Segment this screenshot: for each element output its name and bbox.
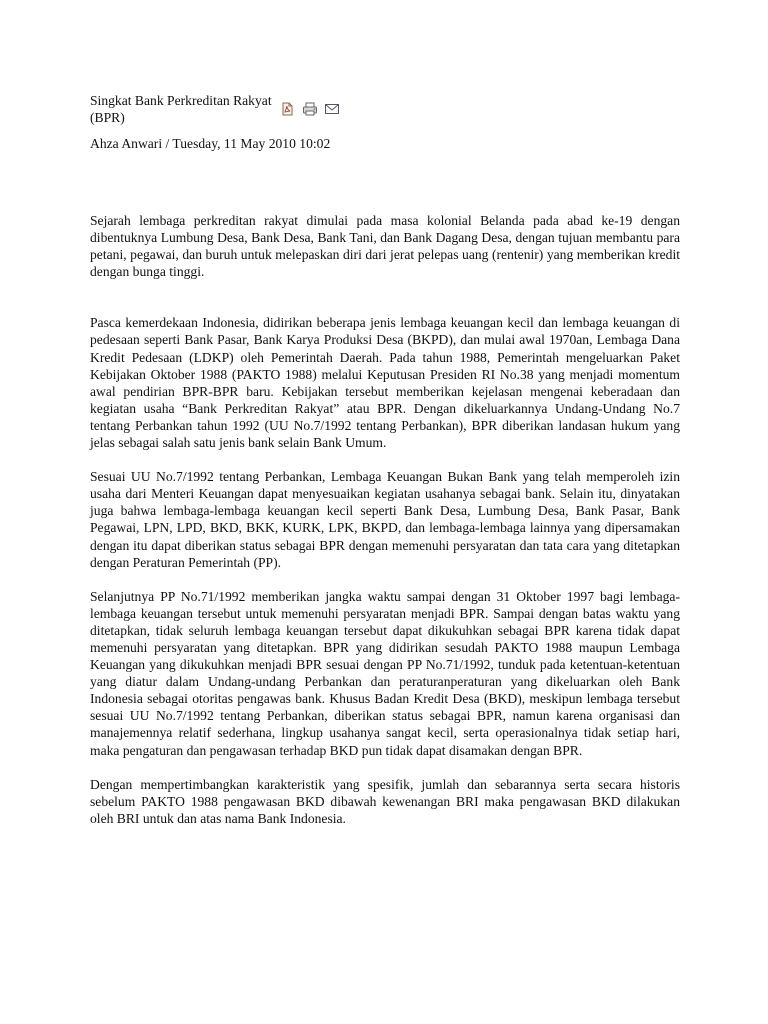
article-header: [90, 92, 680, 126]
paragraph: Pasca kemerdekaan Indonesia, didirikan beberapa jenis lembaga keuangan kecil dan lembaga keuangan di pedesaan seperti Bank Pasar, Bank Karya Produksi Desa (BKPD), dan mulai awal 1970an, Lembaga Dana Kredit Pedesaan (LDKP) oleh Pemerintah Daerah. Pada tahun 1988, Pemerintah mengeluarkan Paket Kebijakan Oktober 1988 (PAKTO 1988) melalui Keputusan Presiden RI No.38 yang menjadi momentum awal pendirian BPR-BPR baru. Kebijakan tersebut memberikan kejelasan mengenai keberadaan dan kegiatan usaha “Bank Perkreditan Rakyat” atau BPR. Dengan dikeluarkannya Undang-Undang No.7 tentang Perbankan tahun 1992 (UU No.7/1992 tentang Perbankan), BPR diberikan landasan hukum yang jelas sebagai salah satu jenis bank selain Bank Umum.: [90, 315, 680, 451]
article-byline: Ahza Anwari / Tuesday, 11 May 2010 10:02: [90, 136, 331, 151]
print-icon[interactable]: [302, 102, 318, 116]
pdf-icon[interactable]: [280, 102, 296, 116]
paragraph: Selanjutnya PP No.71/1992 memberikan jangka waktu sampai dengan 31 Oktober 1997 bagi lembaga-lembaga keuangan tersebut untuk memenuhi persyaratan menjadi BPR. Sampai dengan batas waktu yang ditetapkan, tidak seluruh lembaga keuangan tersebut dapat dikukuhkan sebagai BPR karena tidak dapat memenuhi persyaratan yang ditetapkan. BPR yang didirikan sesudah PAKTO 1988 maupun Lembaga Keuangan yang dikukuhkan menjadi BPR sesuai dengan PP No.71/1992, tunduk pada ketentuan-ketentuan yang diatur dalam Undang-undang Perbankan dan peraturanperaturan yang dikeluarkan oleh Bank Indonesia sebagai otoritas pengawas bank. Khusus Badan Kredit Desa (BKD), meskipun lembaga tersebut sesuai UU No.7/1992 tentang Perbankan, diberikan status sebagai BPR, namun karena organisasi dan manajemennya relatif sederhana, lingkup usahanya sangat kecil, serta operasionalnya tidak setiap hari, maka pengaturan dan pengawasan terhadap BKD pun tidak dapat disamakan dengan BPR.: [90, 588, 680, 758]
paragraph: Sesuai UU No.7/1992 tentang Perbankan, Lembaga Keuangan Bukan Bank yang telah memperoleh izin usaha dari Menteri Keuangan dapat menyesuaikan kegiatan usahanya sebagai bank. Selain itu, dinyatakan juga bahwa lembaga-lembaga keuangan kecil seperti Bank Desa, Lumbung Desa, Bank Pasar, Bank Pegawai, LPN, LPD, BKD, BKK, KURK, LPK, BKPD, dan lembaga-lembaga lainnya yang dipersamakan dengan itu dapat diberikan status sebagai BPR dengan memenuhi persyaratan dan tata cara yang ditetapkan dengan Peraturan Pemerintah (PP).: [90, 469, 680, 570]
paragraph: Sejarah lembaga perkreditan rakyat dimulai pada masa kolonial Belanda pada abad ke-19 dengan dibentuknya Lumbung Desa, Bank Desa, Bank Tani, dan Bank Dagang Desa, dengan tujuan membantu para petani, pegawai, dan buruh untuk melepaskan diri dari jerat pelepas uang (rentenir) yang memberikan kredit dengan bunga tinggi.: [90, 213, 680, 280]
article-title: Singkat Bank Perkreditan Rakyat (BPR): [90, 93, 272, 125]
article-tools: [280, 102, 340, 116]
article: [90, 92, 680, 827]
paragraph: Dengan mempertimbangkan karakteristik yang spesifik, jumlah dan sebarannya serta secara historis sebelum PAKTO 1988 pengawasan BKD dibawah kewenangan BRI maka pengawasan BKD dilakukan oleh BRI untuk dan atas nama Bank Indonesia.: [90, 776, 680, 826]
article-body: [90, 212, 680, 827]
email-icon[interactable]: [324, 102, 340, 116]
